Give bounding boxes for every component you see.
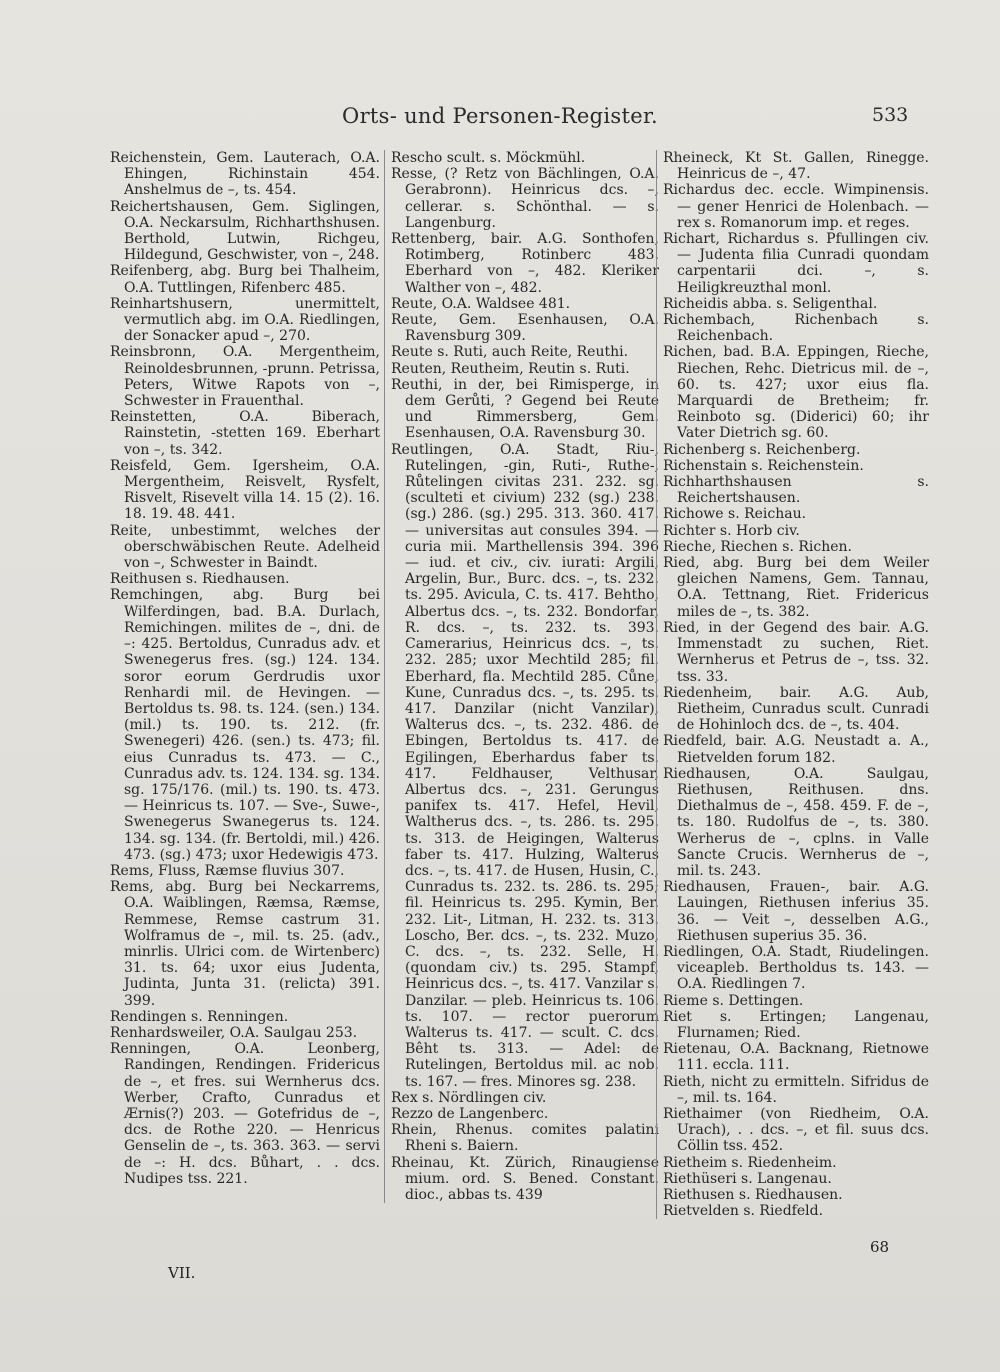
register-entry: Rezzo de Langenberc. [391,1105,549,1122]
register-entry: Reinhartshusern, unermittelt, vermutlich abg. im O.A. Riedlingen, der Sonacker apud –, 270. [110,295,380,345]
register-entry: Riedhausen, O.A. Saulgau, Riethusen, Reithusen. dns. Diethalmus de –, 458. 459. F. de –, ts. 180. Rudolfus de –, ts. 380. Werherus de –, cplns. in Valle Sancte Crucis. Wernherus de –, mil. ts. 243. [663,765,929,879]
register-entry: Renningen, O.A. Leonberg, Randingen, Rendingen. Fridericus de –, et fres. sui Wernherus dcs. Werber, Crafto, Cunradus et Ærnis(?) 203. — Gotefridus de –, dcs. de Rothe 220. — Henricus Genselin de –, ts. 363. 363. — servi de –: H. dcs. Bůhart, . . dcs. Nudipes tss. 221. [110,1041,380,1187]
register-entry: Reuthi, in der, bei Rimisperge, in dem Gerůti, ? Gegend bei Reute und Rimmersberg, Gem. Esenhausen, O.A. Ravensburg 30. [391,376,659,442]
register-entry: Richembach, Richenbach s. Reichenbach. [663,312,929,345]
register-entry: Reute s. Ruti, auch Reite, Reuthi. [391,344,629,361]
register-entry: Rheinau, Kt. Zürich, Rinaugiense mium. ord. S. Bened. Constant. dioc., abbas ts. 439 [391,1154,659,1203]
register-entry: Riedhausen, Frauen-, bair. A.G. Lauingen, Riethusen inferius 35. 36. — Veit –, desselben A.G., Riethusen superius 35. 36. [663,879,929,944]
page-number: 533 [872,104,909,126]
register-column-3 [656,150,929,1219]
register-entry: Rescho scult. s. Möckmühl. [391,150,586,166]
register-entry: Rietvelden s. Riedfeld. [663,1203,824,1220]
signature-mark: VII. [168,1264,196,1282]
register-entry: Richart, Richardus s. Pfullingen civ. — Judenta filia Cunradi quondam carpentarii dci. –, s. Heiligkreuzthal monl. [663,231,929,296]
register-entry: Rems, abg. Burg bei Neckarrems, O.A. Waiblingen, Ræmsa, Ræmse, Remmese, Remse castrum 31. Wolframus de –, mil. ts. 25. (adv., minrlis. Ulrici com. de Wirtenberc) 31. ts. 64; uxor eius Judenta, Judinta, Junta 31. (relicta) 391. 399. [110,879,380,1009]
register-entry: Rendingen s. Renningen. [110,1008,289,1025]
register-entry: Renhardsweiler, O.A. Saulgau 253. [110,1024,358,1041]
register-entry: Rems, Fluss, Ræmse fluvius 307. [110,862,345,879]
register-entry: Rieth, nicht zu ermitteln. Sifridus de –, mil. ts. 164. [663,1073,929,1106]
register-entry: Richenberg s. Reichenberg. [663,441,861,458]
register-entry: Richardus dec. eccle. Wimpinensis. — gener Henrici de Holenbach. — rex s. Romanorum imp. et reges. [663,182,929,231]
register-entry: Riedfeld, bair. A.G. Neustadt a. A., Rietvelden forum 182. [663,733,929,766]
register-entry: Ried, in der Gegend des bair. A.G. Immenstadt zu suchen, Riet. Wernherus et Petrus de –, tss. 32. tss. 33. [663,619,929,685]
register-entry: Reinstetten, O.A. Biberach, Rainstetin, -stetten 169. Eberhart von –, ts. 342. [110,409,380,458]
register-entry: Reichertshausen, Gem. Siglingen, O.A. Neckarsulm, Richharthshusen. Berthold, Lutwin, Richgeu, Hildegund, Geschwister, von –, 248. [110,198,380,264]
register-entry: Reuten, Reutheim, Reutin s. Ruti. [391,360,630,377]
register-entry: Ried, abg. Burg bei dem Weiler gleichen Namens, Gem. Tannau, O.A. Tettnang, Riet. Fridericus miles de –, ts. 382. [663,555,929,620]
register-column-2 [384,150,659,1203]
register-entry: Richter s. Horb civ. [663,522,800,539]
register-entry: Richeidis abba. s. Seligenthal. [663,295,878,312]
register-entry: Riethüseri s. Langenau. [663,1170,832,1187]
register-entry: Rhein, Rhenus. comites palatini Rheni s. Baiern. [391,1122,659,1155]
register-entry: Rietheim s. Riedenheim. [663,1154,837,1171]
page-title: Orts- und Personen-Register. [342,104,658,128]
register-entry: Richenstain s. Reichenstein. [663,457,864,474]
register-entry: Reute, O.A. Waldsee 481. [391,295,571,312]
sheet-number: 68 [870,1238,890,1256]
register-entry: Reite, unbestimmt, welches der oberschwäbischen Reute. Adelheid von –, Schwester in Baindt. [110,522,380,572]
register-entry: Riet s. Ertingen; Langenau, Flurnamen; Ried. [663,1008,929,1041]
register-entry: Rieme s. Dettingen. [663,992,804,1009]
register-entry: Reifenberg, abg. Burg bei Thalheim, O.A. Tuttlingen, Rifenberc 485. [110,263,380,296]
register-entry: Reichenstein, Gem. Lauterach, O.A. Ehingen, Richinstain 454. Anshelmus de –, ts. 454. [110,150,380,199]
register-entry: Rietenau, O.A. Backnang, Rietnowe 111. eccla. 111. [663,1041,929,1074]
register-entry: Riedenheim, bair. A.G. Aub, Rietheim, Cunradus scult. Cunradi de Hohinloch dcs. de –, ts. 404. [663,684,929,734]
register-entry: Resse, (? Retz von Bächlingen, O.A. Gerabronn). Heinricus dcs. –, cellerar. s. Schönthal. — s. Langenburg. [391,166,659,231]
register-entry: Rheineck, Kt St. Gallen, Rinegge. Heinricus de –, 47. [663,150,929,183]
register-column-1 [110,150,380,1187]
register-entry: Richowe s. Reichau. [663,506,807,523]
register-entry: Reithusen s. Riedhausen. [110,571,290,588]
register-entry: Reinsbronn, O.A. Mergentheim, Reinoldesbrunnen, -prunn. Petrissa, Peters, Witwe Rapots von –, Schwester in Frauenthal. [110,344,380,410]
register-entry: Riedlingen, O.A. Stadt, Riudelingen. viceapleb. Bertholdus ts. 143. — O.A. Riedlingen 7. [663,943,929,993]
register-entry: Rex s. Nördlingen civ. [391,1089,547,1106]
register-entry: Rettenberg, bair. A.G. Sonthofen, Rotimberg, Rotinberc 483. Eberhard von –, 482. Kleriker Walther von –, 482. [391,231,659,296]
register-entry: Reutlingen, O.A. Stadt, Riu-, Rutelingen, -gin, Ruti-, Ruthe-, Růtelingen civitas 231. 232. sg. (sculteti et civium) 232 (sg.) 238. (sg.) 286. (sg.) 295. 313. 360. 417. — universitas aut consules 394. — curia mii. Marthellensis 394. 396 — iud. et civ., civ. iurati: Argili, Argelin, Bur., Burc. dcs. –, ts. 232. ts. 295. Avicula, C. ts. 417. Behtho, Albertus dcs. –, ts. 232. Bondorfar, R. dcs. –, ts. 232. ts. 393. Camerarius, Heinricus dcs. –, ts. 232. 285; uxor Mechtild 285; fil. Eberhard, fla. Mechtild 285. Cůne, Kune, Cunradus dcs. –, ts. 295. ts. 417. Danzilar (nicht Vanzilar), Walterus dcs. –, ts. 232. 486. de Ebingen, Bertoldus ts. 417. de Egilingen, Eberhardus faber ts. 417. Feldhauser, Velthusar, Albertus dcs. –, 231. Gerungus panifex ts. 417. Hefel, Hevil, Waltherus dcs. –, ts. 286. ts. 295. ts. 313. de Heigingen, Walterus faber ts. 417. Hulzing, Walterus dcs. –, ts. 417. de Husen, Husin, C., Cunradus ts. 232. ts. 286. ts. 295; fil. Heinricus ts. 295. Kymin, Ber. 232. Lit-, Litman, H. 232. ts. 313. Loscho, Ber. dcs. –, ts. 232. Muzo, C. dcs. –, ts. 232. Selle, H. (quondam civ.) ts. 295. Stampf, Heinricus dcs. –, ts. 417. Vanzilar s. Danzilar. — pleb. Heinricus ts. 106. ts. 107. — rector puerorum Walterus ts. 417. — scult. C. dcs. Bêht ts. 313. — Adel: de Rutelingen, Bertoldus mil. ac nob. ts. 167. — fres. Minores sg. 238. [391,441,659,1090]
register-entry: Riethaimer (von Riedheim, O.A. Urach), . . dcs. –, et fil. suus dcs. Cöllin tss. 452. [663,1105,929,1155]
register-entry: Reisfeld, Gem. Igersheim, O.A. Mergentheim, Reisvelt, Rysfelt, Risvelt, Risevelt villa 14. 15 (2). 16. 18. 19. 48. 441. [110,457,380,523]
register-entry: Reute, Gem. Esenhausen, O.A. Ravensburg 309. [391,312,659,345]
register-entry: Riethusen s. Riedhausen. [663,1187,843,1203]
register-entry: Richharthshausen s. Reichertshausen. [663,474,929,507]
register-entry: Remchingen, abg. Burg bei Wilferdingen, bad. B.A. Durlach, Remichingen. milites de –, dni. de –: 425. Bertoldus, Cunradus adv. et Swenegerus fres. (sg.) 124. 134. soror eorum Gerdrudis uxor Renhardi mil. de Hevingen. — Bertoldus ts. 98. ts. 124. (sen.) 134. (mil.) ts. 190. ts. 212. (fr. Swenegeri) 426. (sen.) ts. 473; fil. eius Cunradus ts. 473. — C., Cunradus adv. ts. 124. 134. sg. 134. sg. 175/176. (mil.) ts. 190. ts. 473. — Heinricus ts. 107. — Sve-, Suwe-, Swenegerus Swanegerus ts. 124. 134. sg. 134. (fr. Bertoldi, mil.) 426. 473. (sg.) 473; uxor Hedewigis 473. [110,587,380,863]
register-entry: Richen, bad. B.A. Eppingen, Rieche, Riechen, Rehc. Dietricus mil. de –, 60. ts. 427; uxor eius fla. Marquardi de Bretheim; fr. Reinboto sg. (Diderici) 60; ihr Vater Dietrich sg. 60. [663,344,929,442]
register-entry: Rieche, Riechen s. Richen. [663,538,852,555]
